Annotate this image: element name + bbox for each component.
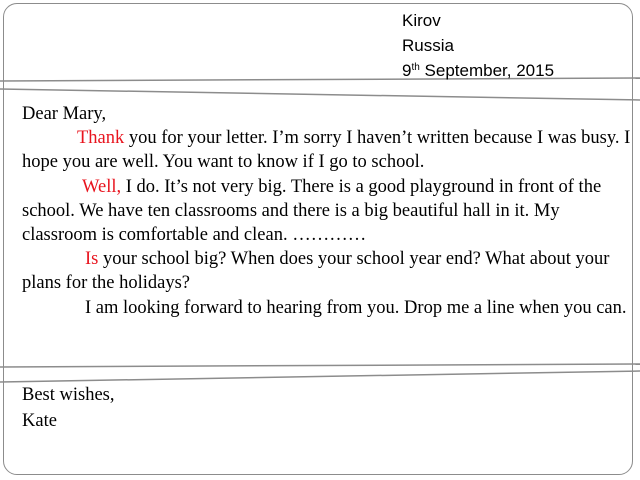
letter-body (22, 102, 637, 320)
date-day: 9 (402, 61, 412, 80)
paragraph-1-text: you for your letter. I’m sorry I haven’t written because I was busy. I hope you are well. You want to know if I go to school. (22, 128, 631, 173)
header-city: Kirov (402, 11, 441, 30)
greeting: Dear Mary, (22, 104, 107, 124)
closing-phrase: Best wishes, (22, 385, 115, 405)
paragraph-1 (22, 126, 637, 174)
paragraph-3 (22, 247, 637, 295)
signature: Kate (22, 411, 57, 431)
paragraph-2-text: I do. It’s not very big. There is a good playground in front of the school. We have ten classrooms and there is a big beautiful hall in it. My classroom is comfortable and clean. ………… (22, 176, 602, 246)
closing-divider-line (0, 364, 640, 367)
paragraph-3-text: your school big? When does your school year end? What about your plans for the holidays? (22, 249, 610, 294)
header-divider-line-inner (0, 89, 640, 100)
highlight-word-thank: Thank (77, 128, 125, 149)
date-rest: September, 2015 (419, 61, 555, 80)
date-suffix: th (411, 62, 420, 73)
letter-closing (22, 382, 115, 434)
header-date (402, 58, 554, 83)
highlight-word-well: Well, (82, 176, 122, 197)
paragraph-4 (22, 296, 637, 320)
highlight-word-is: Is (85, 249, 99, 270)
closing-divider-line-inner (0, 371, 640, 382)
header-country: Russia (402, 36, 454, 55)
letter-header (402, 8, 554, 83)
paragraph-4-text: I am looking forward to hearing from you. Drop me a line when you can. (85, 297, 627, 318)
paragraph-2 (22, 175, 637, 248)
